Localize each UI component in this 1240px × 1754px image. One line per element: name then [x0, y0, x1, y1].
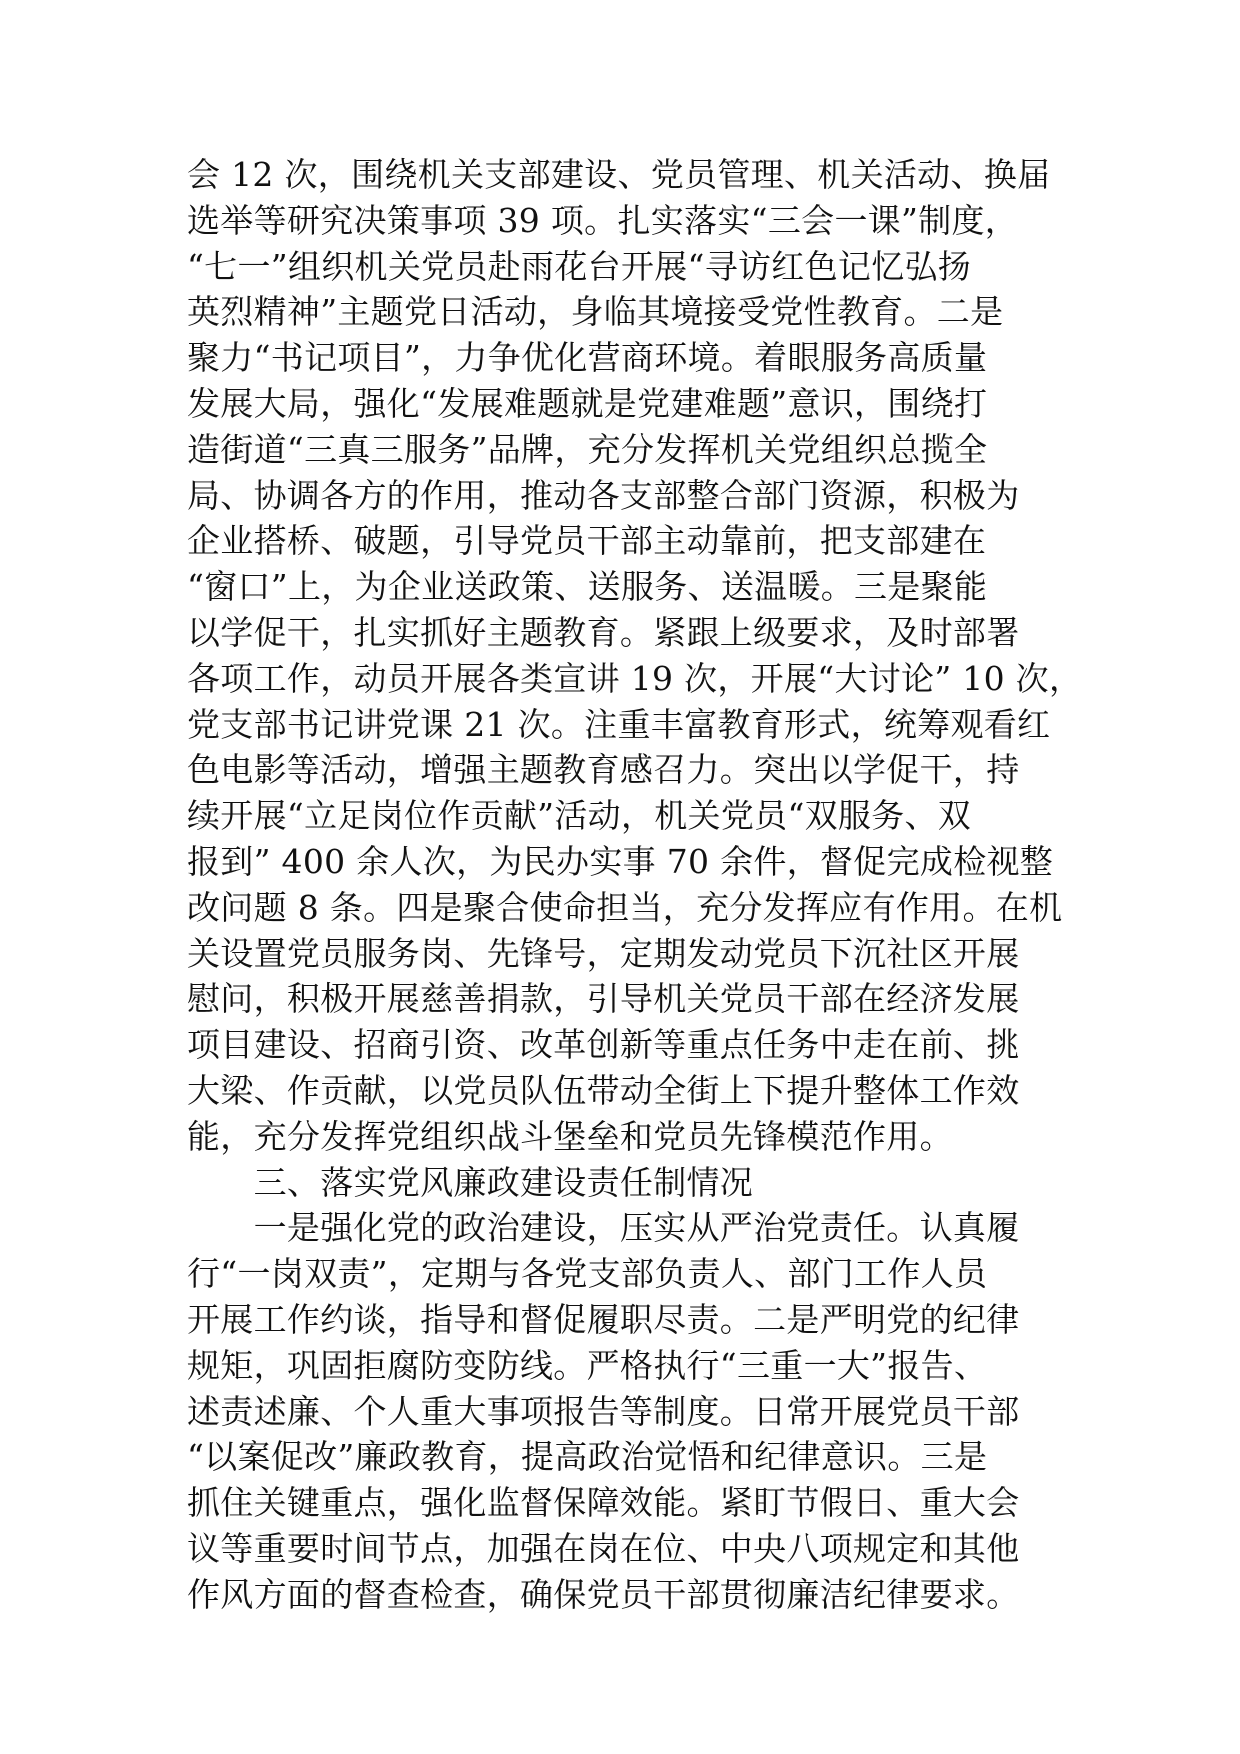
- text-line: 色电影等活动，增强主题教育感召力。突出以学促干，持: [187, 750, 1020, 790]
- text-line: 企业搭桥、破题，引导党员干部主动靠前，把支部建在: [187, 521, 987, 561]
- text-line: 局、协调各方的作用，推动各支部整合部门资源，积极为: [187, 475, 1020, 515]
- text-line: 慰问，积极开展慈善捐款，引导机关党员干部在经济发展: [187, 979, 1020, 1019]
- text-line: 抓住关键重点，强化监督保障效能。紧盯节假日、重大会: [187, 1483, 1020, 1523]
- text-line: 党支部书记讲党课 21 次。注重丰富教育形式，统筹观看红: [187, 704, 1051, 744]
- text-line: 作风方面的督查检查，确保党员干部贯彻廉洁纪律要求。: [187, 1574, 1020, 1614]
- text-line: 大梁、作贡献，以党员队伍带动全街上下提升整体工作效: [187, 1070, 1020, 1110]
- text-line: 发展大局，强化“发展难题就是党建难题”意识，围绕打: [187, 383, 988, 423]
- text-line: 述责述廉、个人重大事项报告等制度。日常开展党员干部: [187, 1391, 1020, 1431]
- text-line: 一是强化党的政治建设，压实从严治党责任。认真履: [187, 1208, 1020, 1248]
- section-heading: 三、落实党风廉政建设责任制情况: [187, 1162, 754, 1202]
- text-line: 会 12 次，围绕机关支部建设、党员管理、机关活动、换届: [187, 155, 1051, 194]
- text-line: 续开展“立足岗位作贡献”活动，机关党员“双服务、双: [187, 796, 972, 836]
- text-line: 选举等研究决策事项 39 项。扎实落实“三会一课”制度，: [187, 200, 1019, 240]
- text-line: 开展工作约谈，指导和督促履职尽责。二是严明党的纪律: [187, 1299, 1020, 1339]
- text-line: 聚力“书记项目”，力争优化营商环境。着眼服务高质量: [187, 338, 988, 378]
- text-line: “七一”组织机关党员赴雨花台开展“寻访红色记忆弘扬: [187, 246, 972, 286]
- text-line: 以学促干，扎实抓好主题教育。紧跟上级要求，及时部署: [187, 612, 1020, 652]
- text-line: “以案促改”廉政教育，提高政治觉悟和纪律意识。三是: [187, 1437, 988, 1477]
- text-line: 造街道“三真三服务”品牌，充分发挥机关党组织总揽全: [187, 429, 988, 469]
- text-line: 改问题 8 条。四是聚合使命担当，充分发挥应有作用。在机: [187, 887, 1063, 927]
- text-line: 各项工作，动员开展各类宣讲 19 次，开展“大讨论” 10 次，: [187, 658, 1083, 698]
- text-line: 能，充分发挥党组织战斗堡垒和党员先锋模范作用。: [187, 1116, 953, 1156]
- text-line: 议等重要时间节点，加强在岗在位、中央八项规定和其他: [187, 1528, 1020, 1568]
- text-line: “窗口”上，为企业送政策、送服务、送温暖。三是聚能: [187, 567, 988, 607]
- text-line: 规矩，巩固拒腐防变防线。严格执行“三重一大”报告、: [187, 1345, 988, 1385]
- text-line: 行“一岗双责”，定期与各党支部负责人、部门工作人员: [187, 1254, 988, 1294]
- document-body: [187, 152, 1083, 1618]
- text-line: 报到” 400 余人次，为民办实事 70 余件，督促完成检视整: [187, 841, 1054, 881]
- text-line: 英烈精神”主题党日活动，身临其境接受党性教育。二是: [187, 292, 1004, 332]
- text-line: 关设置党员服务岗、先锋号，定期发动党员下沉社区开展: [187, 933, 1020, 973]
- text-line: 项目建设、招商引资、改革创新等重点任务中走在前、挑: [187, 1025, 1020, 1065]
